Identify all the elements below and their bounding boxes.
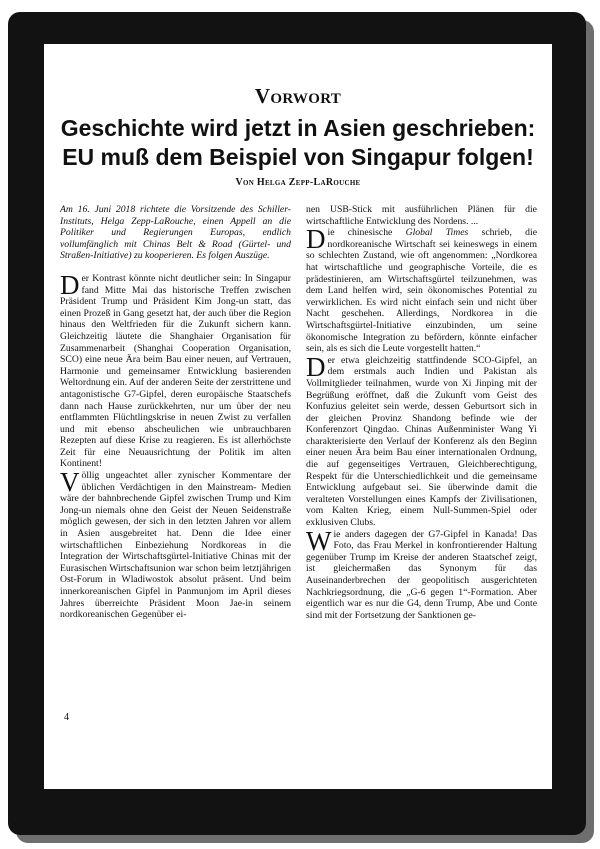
paragraph-text: er Kontrast könnte nicht deutlicher sein: In Singapur fand Mitte Mai das historische Treffen zwischen Präsident Trump und Präsident Kim Jong-un statt, das einen Prozeß in Gang gesetzt hat, der auch über die Region hinaus den Weltfrieden für die Zukunft sichern kann. Gleichzeitig läutete die Shanghaier Organisation für Zusammenarbeit (Shanghai Cooperation Organisation, SCO) eine neue Ära beim Bau einer neuen, auf Vertrauen, Harmonie und gemeinsamer Entwicklung basierenden Weltordnung ein. Auf der anderen Seite der zerstrittene und antagonistische G7-Gipfel, deren europäische Staatschefs dann nach Hause zurückkehrten, nur um über der neu entflammten Flüchtlingskrise in neuen Zwist zu verfallen und mit ebenso abscheulichen wie unbrauchbaren Rezepten auf diese Krise zu reagieren. Es ist allerhöchste Zeit für eine Neuausrichtung der Politik im alten Kontinent!: [60, 272, 291, 470]
body-paragraph-continued: nen USB-Stick mit ausführlichen Plänen für die wirtschaftliche Entwicklung des Nordens. ...: [306, 204, 537, 227]
paragraph-text: ie anders dagegen der G7-Gipfel in Kanada! Das Foto, das Frau Merkel in konfrontierender Haltung gegenüber Trump im Kreise der anderen Staatschef zeigt, ist gleichermaßen das Synonym für das Auseinanderbrechen der geopolitisch ausgerichteten Nachkriegsordnung, die „G-6 gegen 1“-Formation. Aber eigentlich war es nur die G4, denn Trump, Abe und Conte sind mit der Fortsetzung der Sanktionen ge-: [306, 528, 537, 621]
headline-line-2: EU muß dem Beispiel von Singapur folgen!: [62, 144, 534, 170]
drop-cap: D: [306, 351, 326, 382]
paragraph-text: öllig ungeachtet aller zynischer Kommentare der üblichen Verdächtigen in den Mainstream- Medien wäre der bahnbrechende Gipfel zwischen Trump und Kim Jong-un niemals ohne den Geist der Neuen Seidenstraße möglich gewesen, der sich in den letzten Jahren vor allem in Asien ausgebreitet hat. Denn die Idee einer wirtschaftlichen Einbeziehung Nordkoreas in die Integration der Wirtschaftsgürtel-Initiative Chinas mit der Eurasischen Wirtschaftsunion war schon beim letztjährigen Ost-Forum in Wladiwostok absolut präsent. Und beim innerkoreanischen Gipfel in Panmunjom im April dieses Jahres überreichte Präsident Moon Jae-in seinem nordkoreanischen Gegenüber ei-: [60, 470, 291, 621]
drop-cap: V: [60, 467, 80, 498]
body-paragraph-5: [306, 525, 537, 622]
headline-line-1: Geschichte wird jetzt in Asien geschrieben:: [60, 115, 536, 141]
publication-name: Global Times: [405, 227, 469, 239]
drop-cap: D: [306, 224, 326, 255]
section-kicker: Vorwort: [254, 84, 342, 108]
intro-paragraph: Am 16. Juni 2018 richtete die Vorsitzende des Schiller-Instituts, Helga Zepp-LaRouche, einen Appell an die Politiker und Regierungen Europas, endlich vollumfänglich mit Chinas Belt & Road (Gürtel- und Straßen-Initiative) zu kooperieren. Es folgen Auszüge.: [60, 204, 291, 262]
column-left: [60, 204, 291, 621]
drop-cap: D: [60, 269, 80, 300]
body-paragraph-4: [306, 351, 537, 529]
paragraph-text: ie chinesische: [327, 227, 406, 239]
byline: Von Helga Zepp-LaRouche: [235, 177, 361, 188]
document-page: [44, 44, 552, 789]
page-number: 4: [64, 712, 69, 723]
body-paragraph-3: [306, 224, 537, 355]
body-paragraph-2: [60, 467, 291, 621]
paragraph-text: er etwa gleichzeitig stattfindende SCO-Gipfel, an dem erstmals auch Indien und Pakistan als Vollmitglieder teilnahmen, wurde von Xi Jinping mit der Begrüßung eröffnet, daß die Zukunft vom Geist des Konfuzius geleitet sein werde, dessen Geburtsort sich in der gleichen Provinz Shandong befinde wie der Konferenzort Qingdao. Chinas Außenminister Wang Yi charakterisierte den Verlauf der Konferenz als den Beginn einer neuen Ära beim Bau einer internationalen Ordnung, die auf gegenseitiges Vertrauen, Gleichberechtigung, Respekt für die Unterschiedlichkeit und die gemeinsame Entwicklung aufgebaut sei. Sie überwinde damit die veralteten Vorstellungen eines Kampfs der Zivilisationen, vom Kalten Krieg, einem Null-Summen-Spiel oder exklusiven Clubs.: [306, 354, 537, 529]
headline: [44, 114, 552, 172]
drop-cap: W: [306, 525, 332, 556]
column-right: [306, 204, 537, 621]
body-paragraph-1: [60, 269, 291, 470]
paragraph-text: schrieb, die nordkoreanische Wirtschaft sei keineswegs in einem so schlechten Zustand, wie oft angenommen: „Nordkorea hat wirtschaftliche und geographische Vorteile, die es prädestinieren, am Wirtschaftsgürtel teilzunehmen, was dem Land helfen wird, sein ökonomisches Potential zu verwirklichen. Es wird nicht einfach sein und nicht über Nacht geschehen. Allerdings, Nordkorea in die Wirtschaftsgürtel-Initiative einzubinden, um seine ökonomische Integration zu befördern, könnte einfacher sein, als es sich die Leute vorgestellt hatten.“: [306, 227, 537, 355]
